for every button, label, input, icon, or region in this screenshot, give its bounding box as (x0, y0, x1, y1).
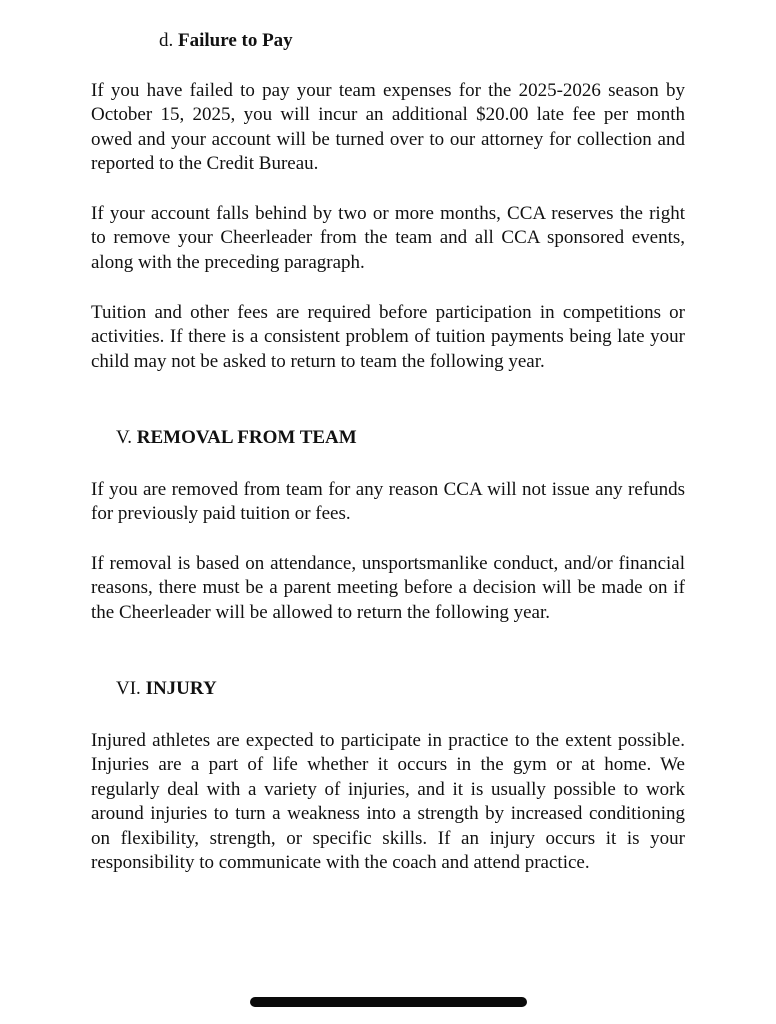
section-title: INJURY (145, 678, 217, 699)
paragraph-tuition-required: Tuition and other fees are required before participation in competitions or activities. If there is a consistent problem of tuition payments being late your child may not be asked to return to team the following year. (91, 302, 685, 372)
paragraph-parent-meeting: If removal is based on attendance, unsportsmanlike conduct, and/or financial reasons, there must be a parent meeting before a decision will be made on if the Cheerleader will be allowed to return the following year. (91, 553, 685, 623)
section-heading-failure-to-pay (159, 29, 293, 53)
paragraph-late-fee: If you have failed to pay your team expenses for the 2025-2026 season by October 15, 2025, you will incur an additional $20.00 late fee per month owed and your account will be turned over to our attorney for collection and reported to the Credit Bureau. (91, 80, 685, 175)
section-number: V. (116, 427, 133, 448)
section-number: d. (159, 30, 174, 51)
section-title: REMOVAL FROM TEAM (136, 427, 357, 448)
paragraph-no-refunds: If you are removed from team for any reason CCA will not issue any refunds for previously paid tuition or fees. (91, 479, 685, 525)
section-heading-injury (116, 677, 217, 701)
section-heading-removal-from-team (116, 426, 357, 450)
section-number: VI. (116, 678, 141, 699)
home-indicator-bar[interactable] (250, 997, 527, 1007)
paragraph-injured-athletes: Injured athletes are expected to participate in practice to the extent possible. Injuries are a part of life whether it occurs in the gym or at home. We regularly deal with a variety of injuries, and it is usually possible to work around injuries to turn a weakness into a strength by increased conditioning on flexibility, strength, or specific skills. If an injury occurs it is your responsibility to communicate with the coach and attend practice. (91, 730, 685, 874)
paragraph-account-behind: If your account falls behind by two or more months, CCA reserves the right to remove your Cheerleader from the team and all CCA sponsored events, along with the preceding paragraph. (91, 203, 685, 273)
section-title: Failure to Pay (178, 30, 293, 51)
